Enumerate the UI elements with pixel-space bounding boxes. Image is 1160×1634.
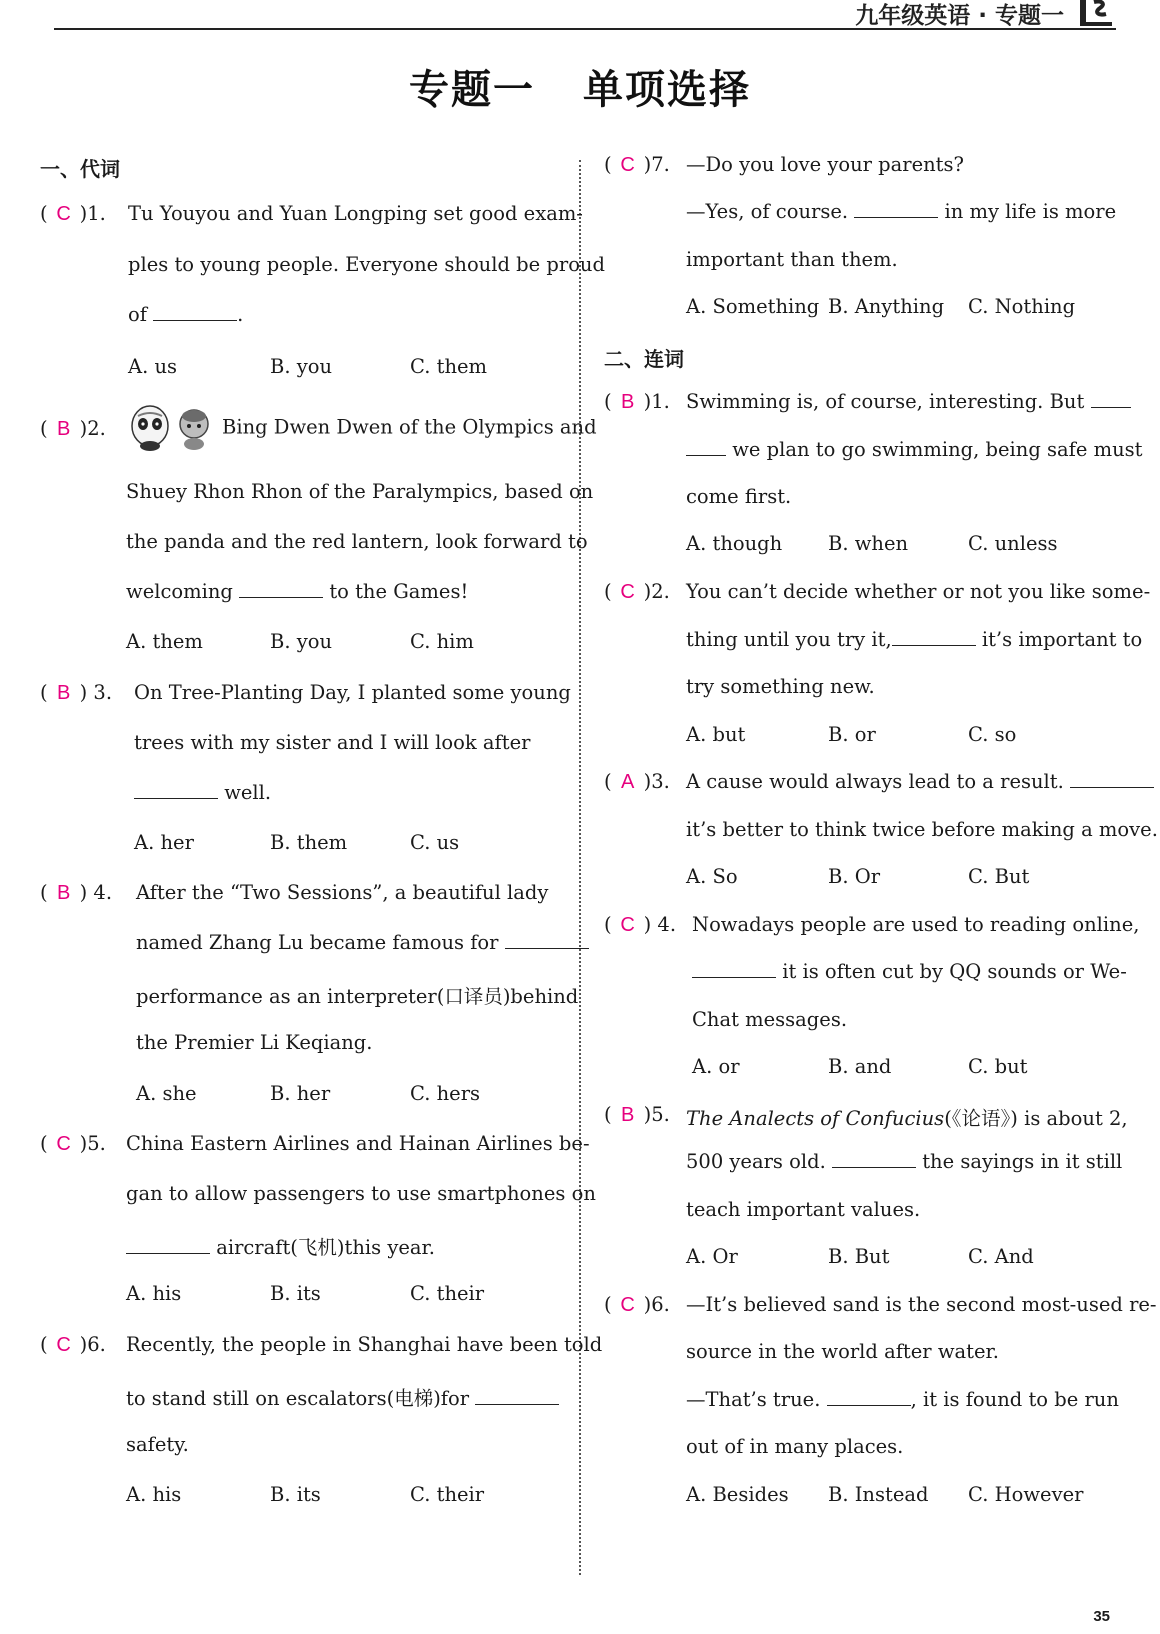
option-c: C. their <box>410 1282 485 1305</box>
question-text: —That’s true. , it is found to be run <box>686 1388 1119 1411</box>
question-text: Tu Youyou and Yuan Longping set good exam- <box>128 202 583 225</box>
section-heading: 二、连词 <box>604 347 684 371</box>
question-text: —It’s believed sand is the second most-used re- <box>686 1293 1157 1316</box>
answer: C <box>56 203 71 225</box>
option-b: B. its <box>270 1282 321 1305</box>
answer-blank <box>686 442 726 456</box>
answer: B <box>56 882 71 904</box>
option-b: B. Or <box>828 865 881 888</box>
answer-blank <box>239 584 323 598</box>
answer: C <box>620 1294 635 1316</box>
answer-blank <box>153 307 237 321</box>
question-text: try something new. <box>686 675 875 698</box>
question-text: welcoming to the Games! <box>126 580 469 603</box>
option-a: A. them <box>126 630 203 653</box>
answer: C <box>620 914 635 936</box>
answer: B <box>620 391 635 413</box>
question-text: —Do you love your parents? <box>686 153 964 176</box>
question-text: China Eastern Airlines and Hainan Airlines be- <box>126 1132 590 1155</box>
option-c: C. us <box>410 831 460 854</box>
page-number: 35 <box>1093 1608 1110 1625</box>
question-text: thing until you try it, it’s important to <box>686 628 1143 651</box>
answer-blank <box>1091 394 1131 408</box>
option-b: B. them <box>270 831 348 854</box>
answer-blank <box>1070 774 1154 788</box>
question-text: Chat messages. <box>692 1008 848 1031</box>
answer: C <box>56 1334 71 1356</box>
option-a: A. but <box>686 723 746 746</box>
option-a: A. Or <box>686 1245 738 1268</box>
option-b: B. her <box>270 1082 331 1105</box>
question-text: The Analects of Confucius(《论语》) is about 2, <box>686 1107 1128 1130</box>
option-c: C. their <box>410 1483 485 1506</box>
answer-blank <box>692 964 776 978</box>
answer: B <box>56 418 71 440</box>
option-c: C. And <box>968 1245 1034 1268</box>
option-c: C. so <box>968 723 1017 746</box>
option-a: A. she <box>136 1082 197 1105</box>
answer-blank <box>892 632 976 646</box>
answer-blank <box>832 1154 916 1168</box>
question-text: well. <box>134 781 271 804</box>
title-main: 专题一 <box>409 67 535 113</box>
option-b: B. Anything <box>828 295 945 318</box>
answer: C <box>620 154 635 176</box>
question-text: to stand still on escalators(电梯)for <box>126 1383 559 1411</box>
option-c: C. However <box>968 1483 1084 1506</box>
option-c: C. unless <box>968 532 1058 555</box>
question-text: out of in many places. <box>686 1435 904 1458</box>
answer: C <box>620 581 635 603</box>
option-a: A. his <box>126 1282 182 1305</box>
option-b: B. you <box>270 630 333 653</box>
question-text: it is often cut by QQ sounds or We- <box>692 960 1127 983</box>
question-text: safety. <box>126 1433 189 1456</box>
option-a: A. his <box>126 1483 182 1506</box>
question-text: After the “Two Sessions”, a beautiful lady <box>136 881 549 904</box>
option-b: B. or <box>828 723 876 746</box>
option-c: C. hers <box>410 1082 481 1105</box>
section-heading: 一、代词 <box>40 157 120 181</box>
question-text: performance as an interpreter(口译员)behind <box>136 985 579 1008</box>
question-text: —Yes, of course. in my life is more <box>686 200 1117 223</box>
option-a: A. or <box>692 1055 740 1078</box>
option-a: A. though <box>686 532 783 555</box>
brand-logo-icon <box>1076 0 1116 26</box>
question-text: the panda and the red lantern, look forward to <box>126 530 588 553</box>
option-a: A. So <box>686 865 738 888</box>
header-text: 九年级英语 · 专题一 <box>855 3 1064 29</box>
question-text: Nowadays people are used to reading online, <box>692 913 1140 936</box>
question-text: ples to young people. Everyone should be proud <box>128 253 605 276</box>
option-c: C. him <box>410 630 474 653</box>
question-text: 500 years old. the sayings in it still <box>686 1150 1123 1173</box>
question-text: source in the world after water. <box>686 1340 999 1363</box>
option-a: A. Besides <box>686 1483 789 1506</box>
question-text: teach important values. <box>686 1198 921 1221</box>
bing-dwen-dwen-and-shuey-rhon-rhon-mascots-icon <box>128 404 218 452</box>
option-c: C. Nothing <box>968 295 1076 318</box>
answer: C <box>56 1133 71 1155</box>
question-text: You can’t decide whether or not you like some- <box>686 580 1151 603</box>
answer-blank <box>854 204 938 218</box>
question-text: gan to allow passengers to use smartphones on <box>126 1182 596 1205</box>
question-text: On Tree-Planting Day, I planted some young <box>134 681 571 704</box>
answer: A <box>620 771 635 793</box>
question-text: Bing Dwen Dwen of the Olympics and <box>128 404 597 452</box>
option-b: B. and <box>828 1055 892 1078</box>
question-text: Recently, the people in Shanghai have been told <box>126 1333 603 1356</box>
question-text: the Premier Li Keqiang. <box>136 1031 373 1054</box>
option-c: C. but <box>968 1055 1028 1078</box>
question-text: named Zhang Lu became famous for <box>136 931 589 954</box>
question-text: of . <box>128 303 244 326</box>
question-text: aircraft(飞机)this year. <box>126 1232 435 1260</box>
question-text: we plan to go swimming, being safe must <box>686 438 1143 461</box>
question-text: Shuey Rhon Rhon of the Paralympics, based on <box>126 480 594 503</box>
answer-blank <box>126 1240 210 1254</box>
answer-blank <box>475 1391 559 1405</box>
title-sub: 单项选择 <box>583 67 751 113</box>
question-text: Swimming is, of course, interesting. But <box>686 390 1131 413</box>
option-b: B. its <box>270 1483 321 1506</box>
question-text: trees with my sister and I will look after <box>134 731 531 754</box>
question-text: come first. <box>686 485 792 508</box>
option-a: A. us <box>128 355 178 378</box>
question-text: important than them. <box>686 248 898 271</box>
option-b: B. when <box>828 532 909 555</box>
page-title <box>0 58 1160 115</box>
option-c: C. them <box>410 355 488 378</box>
answer-blank <box>134 785 218 799</box>
question-text: it’s better to think twice before making a move. <box>686 818 1158 841</box>
option-a: A. her <box>134 831 194 854</box>
answer-blank <box>505 935 589 949</box>
option-b: B. Instead <box>828 1483 929 1506</box>
column-divider <box>579 160 581 1575</box>
answer-blank <box>827 1392 911 1406</box>
page-header <box>54 0 1116 30</box>
answer: B <box>56 682 71 704</box>
option-b: B. you <box>270 355 333 378</box>
option-a: A. Something <box>686 295 820 318</box>
option-c: C. But <box>968 865 1030 888</box>
answer: B <box>620 1104 635 1126</box>
option-b: B. But <box>828 1245 890 1268</box>
question-text: A cause would always lead to a result. <box>686 770 1154 793</box>
